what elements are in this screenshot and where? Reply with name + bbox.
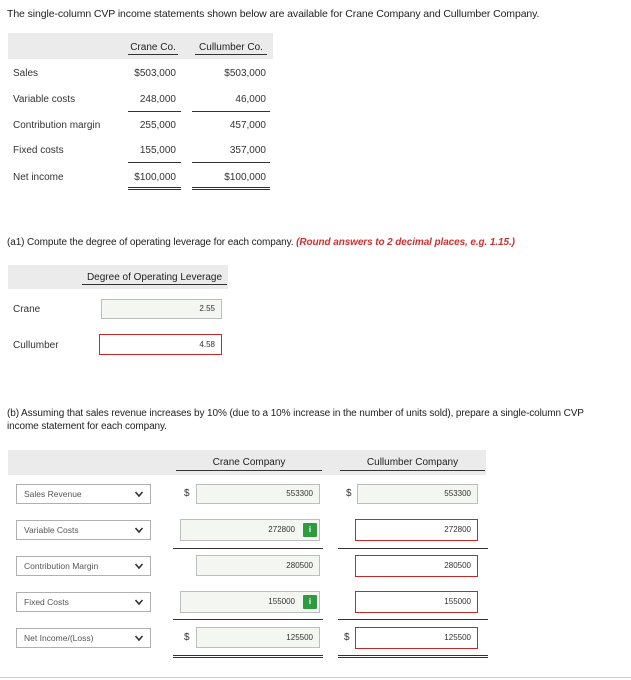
b-crane-input[interactable]: 125500 [196,627,320,648]
cvp-crane-subtotal-rule [128,111,181,112]
cvp-cullumber-value: 46,000 [235,94,266,105]
b-row-account-select[interactable] [16,628,151,648]
b-cullumber-input[interactable]: 125500 [355,627,478,649]
b-cullumber-input[interactable]: 553300 [357,484,478,504]
b-crane-input[interactable]: 553300 [196,484,320,504]
a1-cullumber-dol-input[interactable]: 4.58 [99,334,222,355]
b-row-account-select[interactable] [16,556,151,576]
b-cullumber-input[interactable]: 280500 [355,555,478,577]
chevron-down-icon [134,633,144,643]
b-row-account-select-label: Fixed Costs [24,597,69,607]
cvp-cullumber-total-rule [192,187,270,190]
cvp-cullumber-subtotal-rule [192,162,270,163]
cvp-crane-value: 255,000 [139,120,176,131]
b-row-account-select[interactable] [16,520,151,540]
b-row-account-select[interactable] [16,592,151,612]
chevron-down-icon [134,525,144,535]
b-question-line2: income statement for each company. [7,421,167,432]
cvp-col-crane-header: Crane Co. [128,42,178,55]
a1-question-text: (a1) Compute the degree of operating leverage for each company. [7,237,294,248]
b-row-account-select-label: Sales Revenue [24,489,82,499]
b-crane-input[interactable] [180,519,320,541]
chevron-down-icon [134,561,144,571]
cvp-row-label: Contribution margin [13,120,101,131]
b-cullumber-total-rule [338,655,488,658]
b-row-account-select-label: Variable Costs [24,525,79,535]
b-crane-subtotal-rule [173,548,323,549]
b-cullumber-currency: $ [344,632,350,643]
b-crane-subtotal-rule [173,619,323,620]
chevron-down-icon [134,597,144,607]
cvp-cullumber-value: 357,000 [229,145,266,156]
cvp-col-cullumber-header: Cullumber Co. [195,42,267,55]
b-crane-currency: $ [184,488,190,499]
b-crane-currency: $ [184,632,190,643]
b-cullumber-currency: $ [346,488,352,499]
a1-crane-dol-input[interactable]: 2.55 [101,299,222,319]
b-crane-input[interactable]: 280500 [196,555,320,576]
a1-col-header: Degree of Operating Leverage [82,272,227,285]
b-row-account-select-label: Net Income/(Loss) [24,633,94,643]
b-row-account-select-label: Contribution Margin [24,561,99,571]
a1-question [7,237,515,248]
b-row-account-select[interactable] [16,484,151,504]
cvp-row-label: Fixed costs [13,145,64,156]
a1-rounding-note: (Round answers to 2 decimal places, e.g. 1.15.) [296,237,515,248]
cvp-cullumber-value: 457,000 [229,120,266,131]
cvp-crane-total-rule [128,187,181,190]
cvp-crane-value: 155,000 [139,145,176,156]
cvp-crane-value: $503,000 [134,68,176,79]
cvp-cullumber-subtotal-rule [192,111,270,112]
a1-cullumber-label: Cullumber [13,340,59,351]
page-bottom-divider [0,677,631,678]
info-badge-icon[interactable]: i [303,523,317,537]
b-crane-total-rule [173,655,323,658]
cvp-crane-value: 248,000 [139,94,176,105]
chevron-down-icon [134,489,144,499]
b-col-cullumber-header: Cullumber Company [340,457,485,471]
info-badge-icon[interactable]: i [303,595,317,609]
b-question-line1: (b) Assuming that sales revenue increases by 10% (due to a 10% increase in the number of units sold), prepare a single-column CVP [7,408,584,419]
b-cullumber-subtotal-rule [338,548,488,549]
b-cullumber-input[interactable]: 272800 [355,519,478,541]
b-cullumber-input[interactable]: 155000 [355,591,478,613]
cvp-cullumber-value: $503,000 [224,68,266,79]
b-crane-input[interactable] [180,591,320,613]
cvp-crane-subtotal-rule [128,162,181,163]
b-crane-input-value: 155000 [268,597,295,606]
cvp-row-label: Variable costs [13,94,76,105]
b-col-crane-header: Crane Company [176,457,322,471]
a1-crane-label: Crane [13,304,41,315]
cvp-crane-value: $100,000 [134,172,176,183]
b-crane-input-value: 272800 [268,525,295,534]
cvp-cullumber-value: $100,000 [224,172,266,183]
cvp-row-label: Net income [13,172,64,183]
b-cullumber-subtotal-rule [338,619,488,620]
intro-text: The single-column CVP income statements shown below are available for Crane Company and Cullumber Company. [7,8,540,20]
cvp-row-label: Sales [13,68,39,79]
